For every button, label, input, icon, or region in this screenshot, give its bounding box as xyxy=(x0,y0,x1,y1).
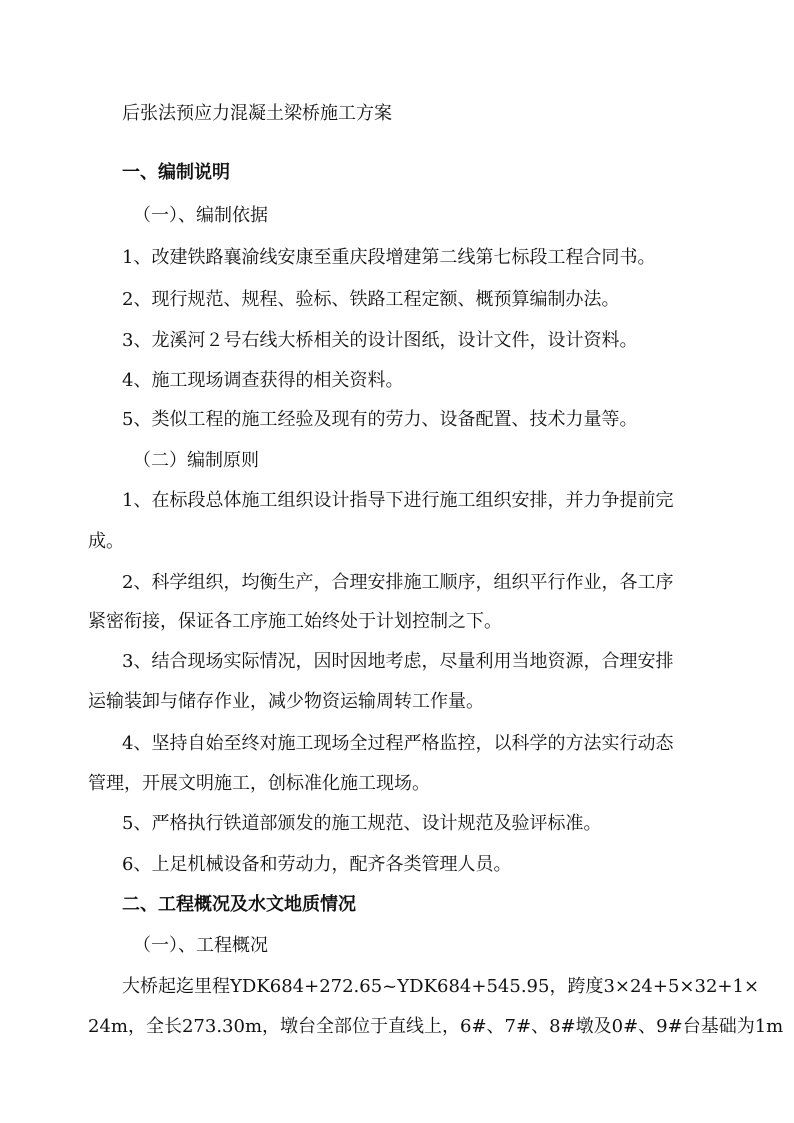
principle-item-4-line-1: 4、坚持自始至终对施工现场全过程严格监控，以科学的方法实行动态 xyxy=(122,733,674,754)
section-heading-2: 二、工程概况及水文地质情况 xyxy=(122,894,356,915)
principle-item-5: 5、严格执行铁道部颁发的施工规范、设计规范及验评标准。 xyxy=(122,813,602,834)
basis-item-3: 3、龙溪河２号右线大桥相关的设计图纸，设计文件，设计资料。 xyxy=(122,330,638,351)
principle-item-6: 6、上足机械设备和劳动力，配齐各类管理人员。 xyxy=(122,854,512,875)
section-heading-1: 一、编制说明 xyxy=(122,162,230,183)
basis-item-1: 1、改建铁路襄渝线安康至重庆段增建第二线第七标段工程合同书。 xyxy=(122,247,656,268)
principle-item-3-line-2: 运输装卸与储存作业，减少物资运输周转工作量。 xyxy=(88,691,484,712)
principle-item-1-line-1: 1、在标段总体施工组织设计指导下进行施工组织安排，并力争提前完 xyxy=(122,490,674,511)
principle-item-4-line-2: 管理，开展文明施工，创标准化施工现场。 xyxy=(88,773,430,794)
document-title: 后张法预应力混凝土梁桥施工方案 xyxy=(122,103,392,124)
principle-item-2-line-2: 紧密衔接，保证各工序施工始终处于计划控制之下。 xyxy=(88,611,502,632)
basis-item-2: 2、现行规范、规程、验标、铁路工程定额、概预算编制办法。 xyxy=(122,289,620,310)
principle-item-2-line-1: 2、科学组织，均衡生产，合理安排施工顺序，组织平行作业，各工序 xyxy=(122,572,674,593)
subsection-heading-1-2: （二）编制原则 xyxy=(133,450,259,471)
overview-line-2: 24m，全长273.30m，墩台全部位于直线上，6#、7#、8#墩及0#、9#台基础为1m xyxy=(88,1016,784,1037)
principle-item-1-line-2: 成。 xyxy=(88,531,124,552)
overview-line-1: 大桥起迄里程YDK684+272.65~YDK684+545.95，跨度3×24+5×32+1× xyxy=(122,976,760,997)
principle-item-3-line-1: 3、结合现场实际情况，因时因地考虑，尽量利用当地资源，合理安排 xyxy=(122,651,674,672)
basis-item-4: 4、施工现场调查获得的相关资料。 xyxy=(122,370,404,391)
basis-item-5: 5、类似工程的施工经验及现有的劳力、设备配置、技术力量等。 xyxy=(122,409,638,430)
subsection-heading-1-1: （一）、编制依据 xyxy=(133,205,268,226)
subsection-heading-2-1: （一）、工程概况 xyxy=(133,935,268,956)
